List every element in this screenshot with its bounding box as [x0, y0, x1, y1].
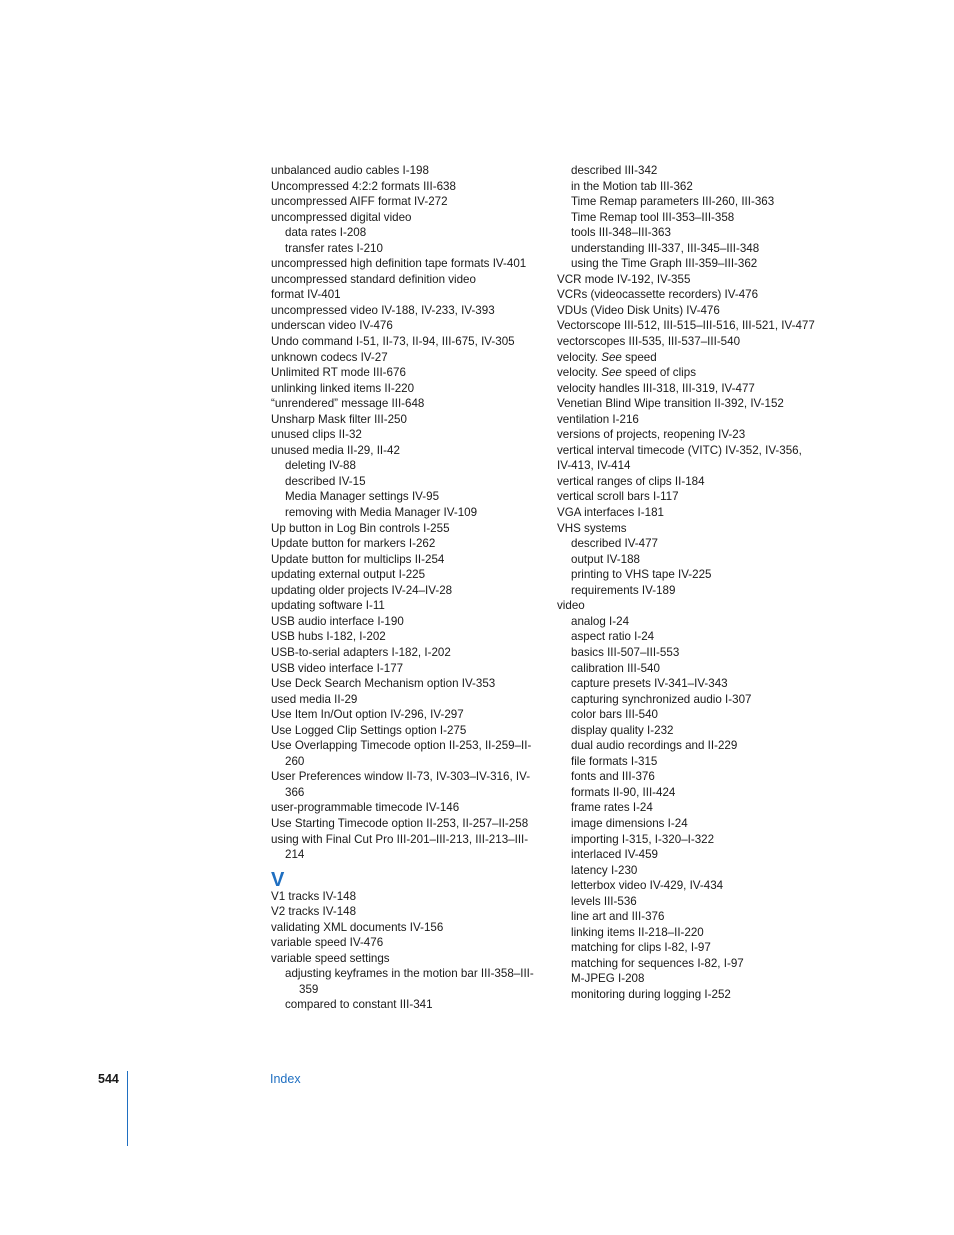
index-subentry: matching for clips I-82, I-97	[571, 941, 711, 955]
index-subentry: requirements IV-189	[571, 583, 676, 597]
index-entry: variable speed settings	[271, 951, 390, 965]
index-subentry: matching for sequences I-82, I-97	[571, 956, 744, 970]
index-entry: Use Overlapping Timecode option II-253, II-259–II-260	[271, 739, 532, 768]
index-subentry: fonts and III-376	[571, 770, 655, 784]
index-entry: updating external output I-225	[271, 568, 426, 582]
index-subentry: dual audio recordings and II-229	[571, 739, 738, 753]
index-subentry: printing to VHS tape IV-225	[571, 568, 712, 582]
index-subentry: monitoring during logging I-252	[571, 987, 731, 1001]
index-entry: Vectorscope III-512, III-515–III-516, III-521, IV-477	[557, 319, 815, 333]
index-subentry: importing I-315, I-320–I-322	[571, 832, 715, 846]
index-subentry: compared to constant III-341	[285, 998, 433, 1012]
index-subentry: tools III-348–III-363	[571, 226, 671, 240]
index-subentry: color bars III-540	[571, 708, 658, 722]
index-subentry: basics III-507–III-553	[571, 645, 680, 659]
index-entry: vectorscopes III-535, III-537–III-540	[557, 335, 741, 349]
index-entry: User Preferences window II-73, IV-303–IV-316, IV-366	[271, 770, 531, 799]
index-entry: Update button for markers I-262	[271, 537, 436, 551]
index-subentry: Time Remap tool III-353–III-358	[571, 210, 735, 224]
index-entry: unbalanced audio cables I-198	[271, 164, 429, 177]
index-entry: Update button for multiclips II-254	[271, 552, 445, 566]
index-entry: Venetian Blind Wipe transition II-392, IV-152	[557, 397, 784, 411]
index-subentry: linking items II-218–II-220	[571, 925, 704, 939]
index-entry: vertical scroll bars I-117	[557, 490, 679, 504]
index-entry: Use Starting Timecode option II-253, II-257–II-258	[271, 816, 529, 830]
index-subentry: data rates I-208	[285, 226, 367, 240]
index-entry: USB video interface I-177	[271, 661, 404, 675]
index-entry: vertical interval timecode (VITC) IV-352, IV-356, IV-413, IV-414	[557, 443, 802, 473]
index-entry	[557, 350, 817, 366]
index-letter-heading: V	[271, 868, 285, 891]
footer-section-label: Index	[270, 1072, 301, 1086]
index-entry: validating XML documents IV-156	[271, 920, 444, 934]
index-entry: Undo command I-51, II-73, II-94, III-675, IV-305	[271, 335, 515, 349]
index-entry: using with Final Cut Pro III-201–III-213, III-213–III-214	[271, 832, 529, 862]
index-subentry: using the Time Graph III-359–III-362	[571, 257, 758, 271]
footer-divider	[127, 1071, 128, 1146]
index-subentry: interlaced IV-459	[571, 848, 659, 862]
index-entry: uncompressed digital video	[271, 210, 412, 224]
index-entry: VGA interfaces I-181	[557, 506, 664, 520]
index-subentry: transfer rates I-210	[285, 241, 383, 255]
index-entry	[557, 365, 817, 381]
index-entry: variable speed IV-476	[271, 936, 384, 950]
index-entry: updating software I-11	[271, 599, 385, 613]
index-subentry: capture presets IV-341–IV-343	[571, 677, 728, 691]
index-entry: uncompressed high definition tape formats IV-401	[271, 257, 527, 271]
index-subentry: Media Manager settings IV-95	[285, 490, 440, 504]
index-entry: updating older projects IV-24–IV-28	[271, 583, 453, 597]
see-reference: See	[601, 350, 622, 364]
index-subentry: analog I-24	[571, 614, 630, 628]
entry-term: velocity.	[557, 366, 602, 380]
index-subentry: letterbox video IV-429, IV-434	[571, 879, 724, 893]
see-target: speed of clips	[621, 366, 697, 380]
index-entry: USB hubs I-182, I-202	[271, 630, 386, 644]
index-entry: “unrendered” message III-648	[271, 397, 425, 411]
index-subentry: output IV-188	[571, 552, 640, 566]
index-subentry: adjusting keyframes in the motion bar III-358–III-359	[285, 967, 534, 996]
index-entry: uncompressed standard definition video	[271, 272, 476, 286]
index-subentry: understanding III-337, III-345–III-348	[571, 241, 760, 255]
index-subentry: M-JPEG I-208	[571, 972, 645, 986]
index-entry: versions of projects, reopening IV-23	[557, 428, 746, 442]
index-column-left	[271, 163, 539, 1013]
index-subentry: calibration III-540	[571, 661, 660, 675]
index-entry: VCRs (videocassette recorders) IV-476	[557, 288, 759, 302]
index-entry: video	[557, 599, 585, 613]
index-entry: underscan video IV-476	[271, 319, 393, 333]
index-subentry: described III-342	[571, 164, 658, 177]
index-entry: Use Logged Clip Settings option I-275	[271, 723, 467, 737]
index-subentry: image dimensions I-24	[571, 816, 688, 830]
index-entry: ventilation I-216	[557, 412, 639, 426]
index-entry: used media II-29	[271, 692, 358, 706]
index-entry: VDUs (Video Disk Units) IV-476	[557, 303, 720, 317]
index-entry: velocity handles III-318, III-319, IV-477	[557, 381, 755, 395]
index-entry: Unsharp Mask filter III-250	[271, 412, 407, 426]
index-subentry: levels III-536	[571, 894, 637, 908]
index-entry: VHS systems	[557, 521, 627, 535]
index-entry: uncompressed AIFF format IV-272	[271, 195, 448, 209]
index-subentry: deleting IV-88	[285, 459, 356, 473]
index-entry: Up button in Log Bin controls I-255	[271, 521, 450, 535]
index-column-right	[557, 163, 817, 1003]
index-entry: unused clips II-32	[271, 428, 362, 442]
index-entry: unlinking linked items II-220	[271, 381, 415, 395]
index-entry: VCR mode IV-192, IV-355	[557, 272, 691, 286]
index-subentry: frame rates I-24	[571, 801, 653, 815]
index-entries-v	[271, 889, 539, 1013]
index-entries-u	[271, 163, 539, 863]
index-subentry: removing with Media Manager IV-109	[285, 506, 478, 520]
index-entry: unused media II-29, II-42	[271, 443, 400, 457]
index-entry: format IV-401	[271, 288, 341, 302]
entry-term: velocity.	[557, 350, 602, 364]
index-entry: USB-to-serial adapters I-182, I-202	[271, 645, 451, 659]
index-subentry: described IV-477	[571, 537, 659, 551]
page-number: 544	[98, 1072, 119, 1086]
see-target: speed	[621, 350, 657, 364]
index-entry: Use Item In/Out option IV-296, IV-297	[271, 708, 464, 722]
index-entry: V1 tracks IV-148	[271, 889, 357, 903]
index-subentry: capturing synchronized audio I-307	[571, 692, 752, 706]
index-subentry: file formats I-315	[571, 754, 658, 768]
index-entry: V2 tracks IV-148	[271, 905, 357, 919]
index-subentry: aspect ratio I-24	[571, 630, 655, 644]
index-subentry: described IV-15	[285, 474, 366, 488]
index-entry: uncompressed video IV-188, IV-233, IV-393	[271, 303, 495, 317]
index-entry: Use Deck Search Mechanism option IV-353	[271, 677, 496, 691]
index-entry: USB audio interface I-190	[271, 614, 404, 628]
index-subentry: Time Remap parameters III-260, III-363	[571, 195, 775, 209]
index-entry: Uncompressed 4:2:2 formats III-638	[271, 179, 456, 193]
index-subentry: line art and III-376	[571, 910, 665, 924]
index-subentry: formats II-90, III-424	[571, 785, 676, 799]
index-entry: vertical ranges of clips II-184	[557, 474, 705, 488]
see-reference: See	[601, 366, 622, 380]
index-entry: unknown codecs IV-27	[271, 350, 388, 364]
index-subentry: display quality I-232	[571, 723, 674, 737]
index-subentry: in the Motion tab III-362	[571, 179, 693, 193]
index-entry: user-programmable timecode IV-146	[271, 801, 460, 815]
index-entry: Unlimited RT mode III-676	[271, 366, 406, 380]
index-subentry: latency I-230	[571, 863, 638, 877]
